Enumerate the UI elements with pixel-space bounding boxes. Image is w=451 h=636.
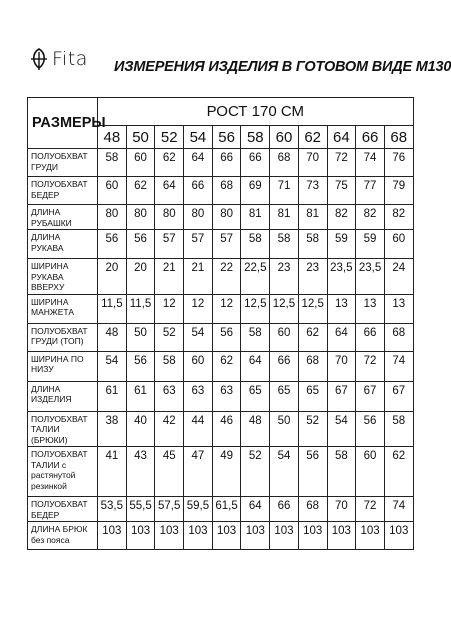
- measurement-value: 59,5: [184, 497, 213, 522]
- measurement-value: 56: [356, 411, 385, 447]
- table-row: [28, 351, 414, 381]
- measurement-value: 66: [241, 149, 270, 177]
- measurement-value: 74: [384, 497, 413, 522]
- measurement-value: 52: [241, 447, 270, 497]
- measurement-value: 76: [384, 149, 413, 177]
- table-row: [28, 230, 414, 259]
- measurement-value: 58: [270, 230, 299, 259]
- measurement-value: 59: [356, 230, 385, 259]
- measurement-value: 55,5: [126, 497, 155, 522]
- measurement-label: ДЛИНА БРЮК без пояса: [28, 522, 98, 550]
- measurement-value: 103: [98, 522, 127, 550]
- measurement-value: 103: [298, 522, 327, 550]
- measurement-value: 66: [356, 323, 385, 351]
- measurement-value: 62: [126, 177, 155, 205]
- measurement-value: 64: [327, 323, 356, 351]
- measurement-value: 66: [184, 177, 213, 205]
- measurement-value: 52: [298, 411, 327, 447]
- measurement-value: 24: [384, 259, 413, 295]
- measurement-value: 57,5: [155, 497, 184, 522]
- measurement-value: 68: [298, 497, 327, 522]
- measurement-value: 80: [212, 205, 241, 230]
- measurement-value: 80: [98, 205, 127, 230]
- measurement-value: 66: [270, 497, 299, 522]
- measurement-value: 12: [212, 294, 241, 323]
- measurement-value: 82: [356, 205, 385, 230]
- measurement-value: 80: [184, 205, 213, 230]
- measurement-value: 20: [126, 259, 155, 295]
- measurement-value: 60: [356, 447, 385, 497]
- size-header-cell: 66: [356, 126, 385, 149]
- measurement-value: 103: [356, 522, 385, 550]
- measurement-value: 68: [270, 149, 299, 177]
- measurement-value: 65: [298, 381, 327, 411]
- size-header-cell: 64: [327, 126, 356, 149]
- measurement-value: 56: [98, 230, 127, 259]
- measurement-value: 42: [155, 411, 184, 447]
- measurement-value: 71: [270, 177, 299, 205]
- measurement-value: 66: [270, 351, 299, 381]
- measurement-value: 38: [98, 411, 127, 447]
- measurement-value: 58: [384, 411, 413, 447]
- measurement-value: 56: [212, 323, 241, 351]
- measurement-value: 65: [270, 381, 299, 411]
- measurement-value: 12: [184, 294, 213, 323]
- size-header-cell: 68: [384, 126, 413, 149]
- measurement-label: ПОЛУОБХВАТ БЕДЕР: [28, 177, 98, 205]
- measurement-value: 46: [212, 411, 241, 447]
- measurement-value: 22,5: [241, 259, 270, 295]
- measurement-value: 58: [298, 230, 327, 259]
- measurement-label: ШИРИНА РУКАВА ВВЕРХУ: [28, 259, 98, 295]
- measurement-value: 52: [155, 323, 184, 351]
- measurement-value: 50: [270, 411, 299, 447]
- fita-leaf-logo-icon: [28, 47, 50, 71]
- measurement-value: 13: [384, 294, 413, 323]
- measurement-value: 103: [212, 522, 241, 550]
- measurement-value: 54: [98, 351, 127, 381]
- measurement-value: 64: [184, 149, 213, 177]
- measurement-value: 62: [298, 323, 327, 351]
- measurement-value: 58: [241, 323, 270, 351]
- measurement-value: 70: [327, 497, 356, 522]
- measurement-value: 12,5: [241, 294, 270, 323]
- size-header-cell: 60: [270, 126, 299, 149]
- measurement-value: 21: [155, 259, 184, 295]
- measurement-value: 80: [126, 205, 155, 230]
- brand-name: Fita: [52, 47, 88, 70]
- table-row: [28, 205, 414, 230]
- measurement-value: 81: [241, 205, 270, 230]
- measurement-label: ДЛИНА ИЗДЕЛИЯ: [28, 381, 98, 411]
- measurement-value: 21: [184, 259, 213, 295]
- measurement-value: 22: [212, 259, 241, 295]
- size-header-cell: 62: [298, 126, 327, 149]
- size-header-cell: 48: [98, 126, 127, 149]
- measurement-value: 44: [184, 411, 213, 447]
- measurement-value: 61,5: [212, 497, 241, 522]
- measurement-value: 61: [98, 381, 127, 411]
- measurement-value: 57: [184, 230, 213, 259]
- measurement-value: 60: [98, 177, 127, 205]
- size-header-cell: 52: [155, 126, 184, 149]
- measurement-value: 80: [155, 205, 184, 230]
- measurement-label: ШИРИНА ПО НИЗУ: [28, 351, 98, 381]
- table-row: [28, 259, 414, 295]
- measurement-label: ДЛИНА РУКАВА: [28, 230, 98, 259]
- measurement-label: ШИРИНА МАНЖЕТА: [28, 294, 98, 323]
- measurement-label: ПОЛУОБХВАТ ТАЛИИ с растянутой резинкой: [28, 447, 98, 497]
- measurement-value: 70: [298, 149, 327, 177]
- measurement-value: 12,5: [270, 294, 299, 323]
- measurement-value: 82: [384, 205, 413, 230]
- measurement-value: 63: [212, 381, 241, 411]
- size-measurements-table: [27, 97, 414, 550]
- measurement-value: 103: [126, 522, 155, 550]
- measurement-value: 60: [270, 323, 299, 351]
- measurement-value: 73: [298, 177, 327, 205]
- measurement-value: 54: [327, 411, 356, 447]
- measurement-value: 82: [327, 205, 356, 230]
- measurement-value: 48: [98, 323, 127, 351]
- table-row: [28, 294, 414, 323]
- measurement-value: 58: [155, 351, 184, 381]
- measurement-value: 103: [270, 522, 299, 550]
- measurement-value: 62: [212, 351, 241, 381]
- measurement-value: 45: [155, 447, 184, 497]
- measurement-value: 56: [126, 230, 155, 259]
- measurement-value: 54: [184, 323, 213, 351]
- measurement-value: 64: [155, 177, 184, 205]
- size-header-cell: 50: [126, 126, 155, 149]
- measurement-value: 11,5: [126, 294, 155, 323]
- measurement-value: 60: [384, 230, 413, 259]
- measurement-value: 56: [126, 351, 155, 381]
- measurement-value: 61: [126, 381, 155, 411]
- measurement-value: 77: [356, 177, 385, 205]
- measurement-value: 103: [184, 522, 213, 550]
- table-row: [28, 149, 414, 177]
- measurement-value: 68: [298, 351, 327, 381]
- size-header-cell: 54: [184, 126, 213, 149]
- table-row: [28, 177, 414, 205]
- measurement-value: 20: [98, 259, 127, 295]
- measurement-value: 13: [327, 294, 356, 323]
- measurement-value: 103: [327, 522, 356, 550]
- measurement-value: 49: [212, 447, 241, 497]
- measurement-value: 23,5: [327, 259, 356, 295]
- table-row: [28, 497, 414, 522]
- measurement-value: 56: [298, 447, 327, 497]
- measurement-value: 103: [384, 522, 413, 550]
- measurement-value: 66: [212, 149, 241, 177]
- measurement-value: 57: [212, 230, 241, 259]
- measurement-value: 67: [356, 381, 385, 411]
- measurement-value: 47: [184, 447, 213, 497]
- measurement-value: 69: [241, 177, 270, 205]
- measurement-value: 74: [384, 351, 413, 381]
- measurement-value: 64: [241, 497, 270, 522]
- table-row: [28, 522, 414, 550]
- measurement-value: 75: [327, 177, 356, 205]
- brand-logo: [28, 46, 88, 72]
- measurement-value: 79: [384, 177, 413, 205]
- measurement-value: 58: [327, 447, 356, 497]
- measurement-value: 50: [126, 323, 155, 351]
- measurement-value: 57: [155, 230, 184, 259]
- table-row: [28, 411, 414, 447]
- measurement-value: 13: [356, 294, 385, 323]
- measurement-value: 103: [241, 522, 270, 550]
- table-row: [28, 381, 414, 411]
- measurement-value: 58: [98, 149, 127, 177]
- measurement-value: 72: [356, 497, 385, 522]
- page-title: ИЗМЕРЕНИЯ ИЗДЕЛИЯ В ГОТОВОМ ВИДЕ М130: [114, 59, 451, 75]
- measurement-label: ПОЛУОБХВАТ ГРУДИ (ТОП): [28, 323, 98, 351]
- table-row: [28, 323, 414, 351]
- measurement-value: 11,5: [98, 294, 127, 323]
- table-header-row: [28, 98, 414, 126]
- measurement-value: 59: [327, 230, 356, 259]
- measurement-value: 60: [184, 351, 213, 381]
- measurement-value: 53,5: [98, 497, 127, 522]
- measurement-value: 12: [155, 294, 184, 323]
- measurement-value: 64: [241, 351, 270, 381]
- measurement-value: 70: [327, 351, 356, 381]
- sizes-header-cell: РАЗМЕРЫ: [28, 98, 98, 149]
- measurement-value: 23: [298, 259, 327, 295]
- measurement-value: 23,5: [356, 259, 385, 295]
- measurement-value: 81: [270, 205, 299, 230]
- measurement-label: ПОЛУОБХВАТ БЕДЕР: [28, 497, 98, 522]
- measurement-value: 40: [126, 411, 155, 447]
- measurement-value: 81: [298, 205, 327, 230]
- measurement-value: 68: [384, 323, 413, 351]
- measurement-value: 48: [241, 411, 270, 447]
- measurement-value: 60: [126, 149, 155, 177]
- measurement-label: ПОЛУОБХВАТ ГРУДИ: [28, 149, 98, 177]
- measurement-value: 72: [356, 351, 385, 381]
- measurement-value: 58: [241, 230, 270, 259]
- measurement-value: 63: [184, 381, 213, 411]
- measurement-value: 65: [241, 381, 270, 411]
- size-header-cell: 58: [241, 126, 270, 149]
- measurement-value: 54: [270, 447, 299, 497]
- measurement-value: 74: [356, 149, 385, 177]
- measurement-label: ПОЛУОБХВАТ ТАЛИИ (БРЮКИ): [28, 411, 98, 447]
- measurement-value: 12,5: [298, 294, 327, 323]
- measurement-value: 72: [327, 149, 356, 177]
- size-header-cell: 56: [212, 126, 241, 149]
- measurement-value: 68: [212, 177, 241, 205]
- measurement-value: 63: [155, 381, 184, 411]
- measurement-label: ДЛИНА РУБАШКИ: [28, 205, 98, 230]
- measurement-value: 62: [155, 149, 184, 177]
- height-header-cell: РОСТ 170 СМ: [98, 98, 414, 126]
- measurement-value: 103: [155, 522, 184, 550]
- document-header: [0, 0, 451, 90]
- table-row: [28, 447, 414, 497]
- measurement-value: 41: [98, 447, 127, 497]
- measurement-value: 23: [270, 259, 299, 295]
- measurement-value: 67: [327, 381, 356, 411]
- measurement-value: 43: [126, 447, 155, 497]
- measurement-value: 67: [384, 381, 413, 411]
- measurement-value: 62: [384, 447, 413, 497]
